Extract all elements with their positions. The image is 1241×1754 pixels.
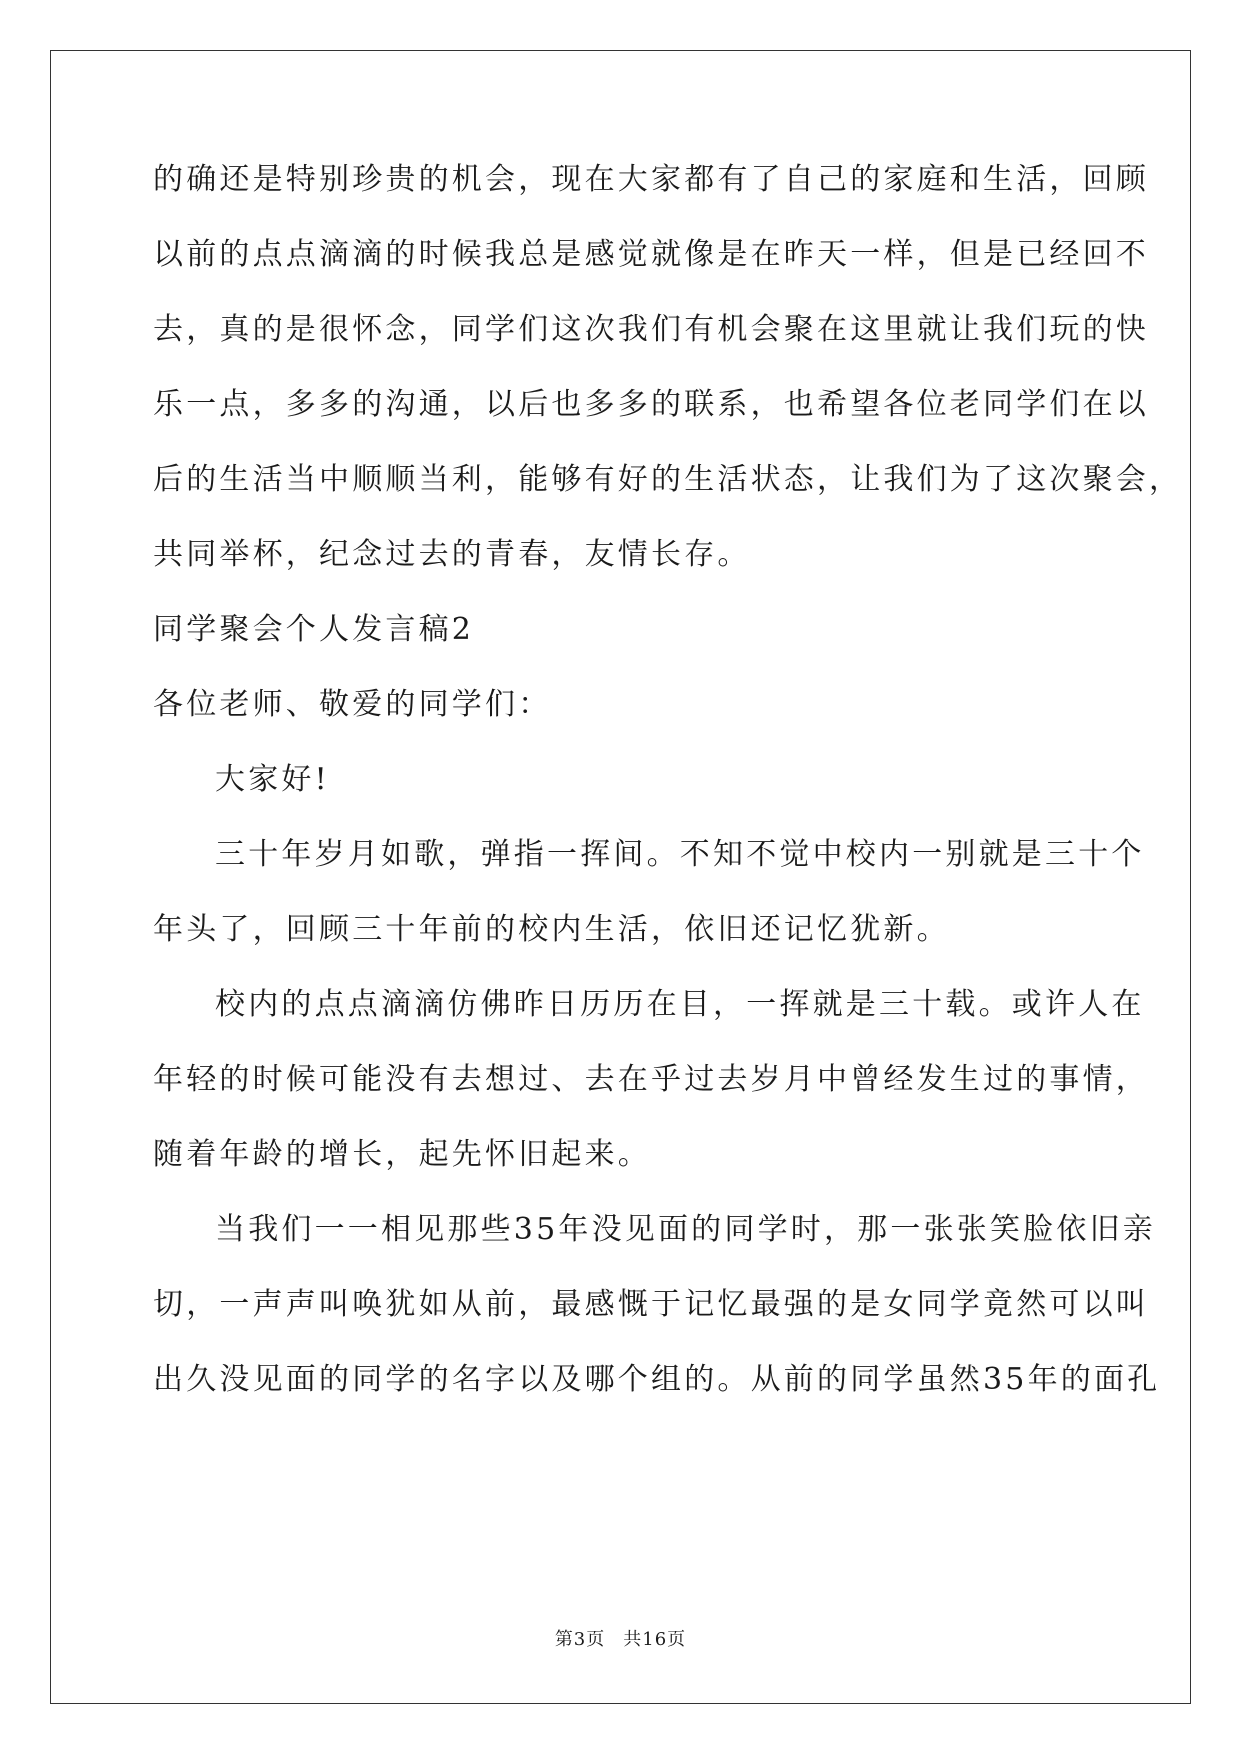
salutation: 各位老师、敬爱的同学们： bbox=[153, 687, 552, 722]
paragraph-line: 共同举杯，纪念过去的青春，友情长存。 bbox=[153, 537, 751, 572]
paragraph-line: 随着年龄的增长，起先怀旧起来。 bbox=[153, 1137, 651, 1172]
paragraph-line: 当我们一一相见那些35年没见面的同学时，那一张张笑脸依旧亲 bbox=[215, 1212, 1156, 1247]
page-total: 共16页 bbox=[623, 1629, 687, 1650]
paragraph-line: 年轻的时候可能没有去想过、去在乎过去岁月中曾经发生过的事情， bbox=[153, 1062, 1149, 1097]
paragraph-line: 切，一声声叫唤犹如从前，最感慨于记忆最强的是女同学竟然可以叫 bbox=[153, 1287, 1149, 1322]
paragraph-line: 校内的点点滴滴仿佛昨日历历在目，一挥就是三十载。或许人在 bbox=[215, 987, 1145, 1022]
paragraph-line: 以前的点点滴滴的时候我总是感觉就像是在昨天一样，但是已经回不 bbox=[153, 237, 1149, 272]
page-footer bbox=[0, 1628, 1241, 1652]
section-heading: 同学聚会个人发言稿2 bbox=[153, 612, 475, 647]
paragraph-line: 的确还是特别珍贵的机会，现在大家都有了自己的家庭和生活，回顾 bbox=[153, 162, 1149, 197]
paragraph-line: 出久没见面的同学的名字以及哪个组的。从前的同学虽然35年的面孔 bbox=[153, 1362, 1161, 1397]
paragraph-line: 年头了，回顾三十年前的校内生活，依旧还记忆犹新。 bbox=[153, 912, 950, 947]
paragraph-line: 后的生活当中顺顺当利，能够有好的生活状态，让我们为了这次聚会， bbox=[153, 462, 1183, 497]
paragraph-line: 去，真的是很怀念，同学们这次我们有机会聚在这里就让我们玩的快 bbox=[153, 312, 1149, 347]
paragraph-line: 乐一点，多多的沟通，以后也多多的联系，也希望各位老同学们在以 bbox=[153, 387, 1149, 422]
page-border bbox=[50, 50, 1191, 1704]
page-number: 第3页 bbox=[554, 1629, 606, 1650]
paragraph-line: 三十年岁月如歌，弹指一挥间。不知不觉中校内一别就是三十个 bbox=[215, 837, 1145, 872]
greeting: 大家好! bbox=[215, 762, 330, 797]
